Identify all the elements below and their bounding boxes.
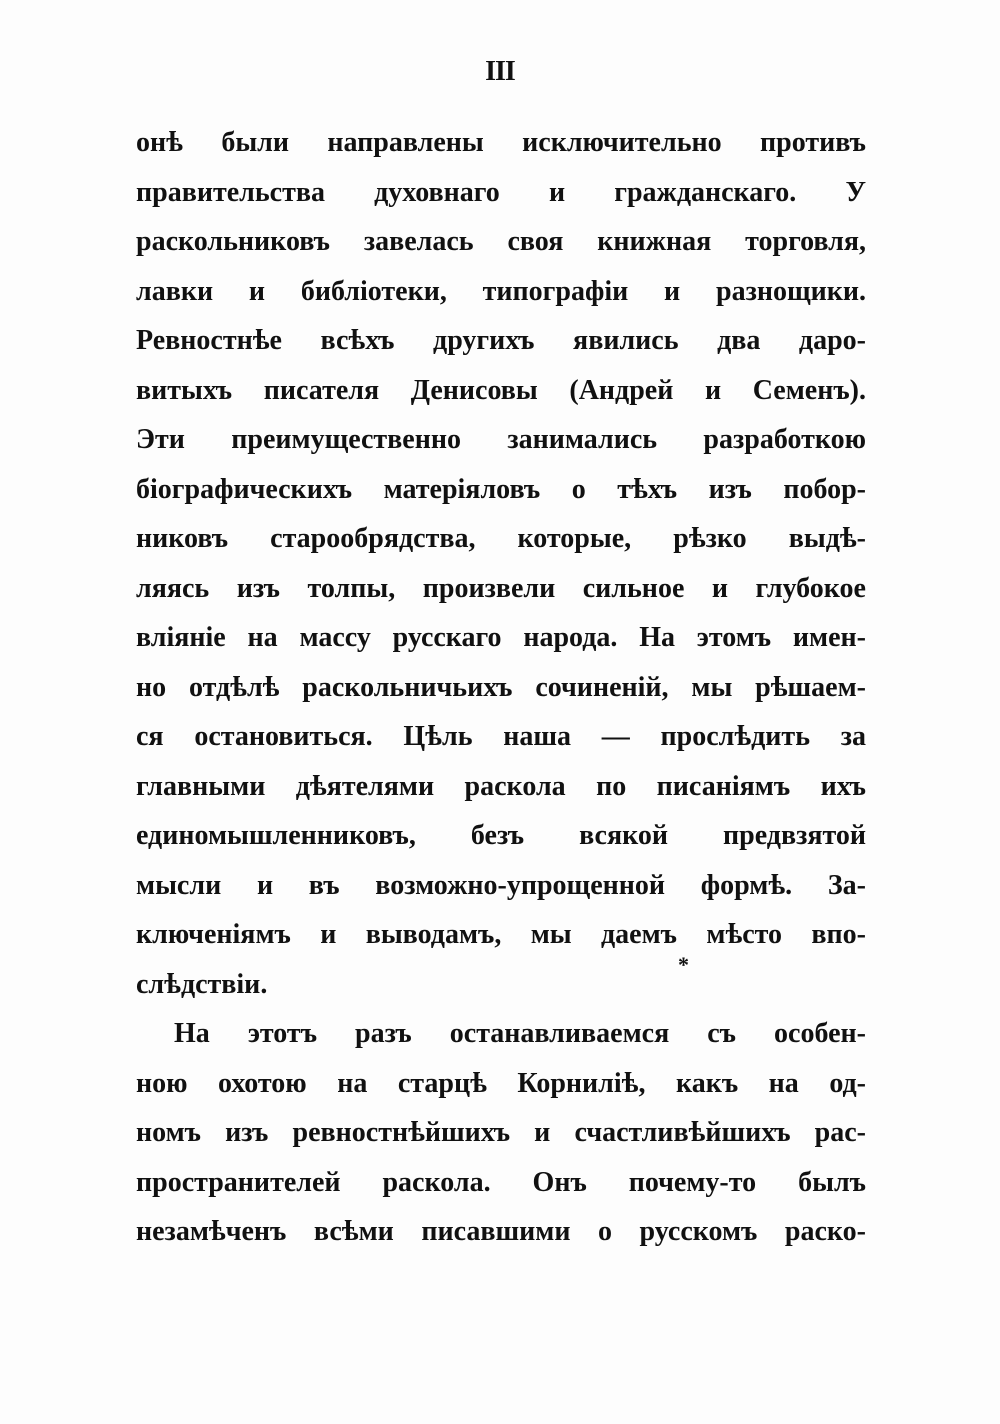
text-line: біографическихъ матеріяловъ о тѣхъ изъ побор-	[136, 473, 866, 505]
body-text	[136, 118, 866, 1257]
text-line: незамѣченъ всѣми писавшими о русскомъ раско-	[136, 1216, 866, 1247]
text-line: раскольниковъ завелась своя книжная торговля,	[136, 226, 866, 257]
paragraph-2	[136, 1009, 866, 1257]
text-line: слѣдствіи.	[136, 968, 268, 1000]
text-line: ною охотою на старцѣ Корниліѣ, какъ на од-	[136, 1067, 866, 1099]
text-line: Ревностнѣе всѣхъ другихъ явились два даро-	[136, 325, 866, 356]
text-line: вліяніе на массу русскаго народа. На этомъ имен-	[136, 622, 866, 653]
text-line: витыхъ писателя Денисовы (Андрей и Семенъ).	[136, 374, 866, 406]
text-line: Эти преимущественно занимались разработкою	[136, 424, 866, 455]
text-line: ляясь изъ толпы, произвели сильное и глубокое	[136, 572, 866, 604]
text-line: главными дѣятелями раскола по писаніямъ ихъ	[136, 770, 866, 802]
text-line: единомышленниковъ, безъ всякой предвзятой	[136, 820, 866, 851]
text-line: правительства духовнаго и гражданскаго. У	[136, 176, 866, 208]
text-line: пространителей раскола. Онъ почему-то былъ	[136, 1166, 866, 1198]
text-line: ключеніямъ и выводамъ, мы даемъ мѣсто впо-	[136, 919, 866, 950]
text-line: На этотъ разъ останавливаемся съ особен-	[174, 1018, 866, 1049]
paragraph-1	[136, 118, 866, 1009]
text-line: но отдѣлѣ раскольничьихъ сочиненій, мы рѣшаем-	[136, 671, 866, 703]
text-line: номъ изъ ревностнѣйшихъ и счастливѣйшихъ рас-	[136, 1117, 866, 1148]
text-line: никовъ старообрядства, которые, рѣзко выдѣ-	[136, 523, 866, 554]
text-line: мысли и въ возможно-упрощенной формѣ. За-	[136, 869, 866, 901]
text-line: онѣ были направлены исключительно противъ	[136, 127, 866, 158]
text-line: лавки и библіотеки, типографіи и разнощики.	[136, 275, 866, 307]
text-line: ся остановиться. Цѣль наша — прослѣдить за	[136, 721, 866, 752]
signature-mark: *	[678, 952, 689, 977]
page-number: III	[485, 56, 515, 87]
